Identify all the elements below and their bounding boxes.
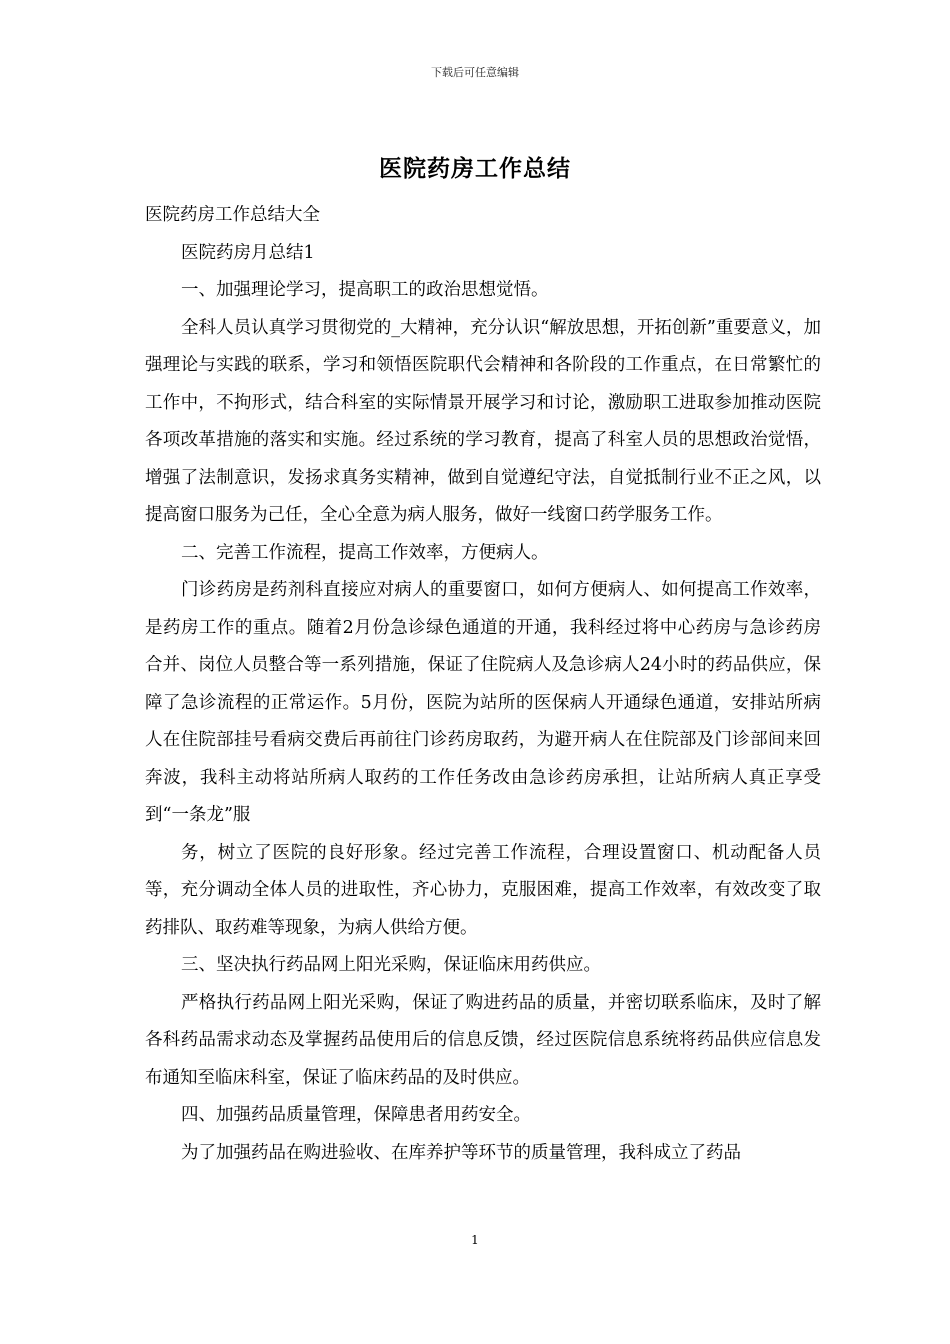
paragraph-body-4: 为了加强药品在购进验收、在库养护等环节的质量管理，我科成立了药品 — [181, 1142, 741, 1163]
document-title: 医院药房工作总结 — [379, 155, 571, 182]
paragraph-body-2-continued: 务，树立了医院的良好形象。经过完善工作流程，合理设置窗口、机动配备人员等，充分调动全体人员的进取性，齐心协力，克服困难，提高工作效率，有效改变了取药排队、取药难等现象，为病人供给方便。 — [145, 842, 821, 938]
paragraph-body-2: 门诊药房是药剂科直接应对病人的重要窗口，如何方便病人、如何提高工作效率，是药房工作的重点。随着2月份急诊绿色通道的开通，我科经过将中心药房与急诊药房合并、岗位人员整合等一系列措施，保证了住院病人及急诊病人24小时的药品供应，保障了急诊流程的正常运作。5月份，医院为站所的医保病人开通绿色通道，安排站所病人在住院部挂号看病交费后再前往门诊药房取药，为避开病人在住院部及门诊部间来回奔波，我科主动将站所病人取药的工作任务改由急诊药房承担，让站所病人真正享受到“一条龙”服 — [145, 580, 821, 825]
paragraph-body-3: 严格执行药品网上阳光采购，保证了购进药品的质量，并密切联系临床，及时了解各科药品需求动态及掌握药品使用后的信息反馈，经过医院信息系统将药品供应信息发布通知至临床科室，保证了临床药品的及时供应。 — [145, 992, 821, 1088]
paragraph-body-1: 全科人员认真学习贯彻党的_大精神，充分认识“解放思想，开拓创新”重要意义，加强理论与实践的联系，学习和领悟医院职代会精神和各阶段的工作重点，在日常繁忙的工作中，不拘形式，结合科室的实际情景开展学习和讨论，激励职工进取参加推动医院各项改革措施的落实和实施。经过系统的学习教育，提高了科室人员的思想政治觉悟，增强了法制意识，发扬求真务实精神，做到自觉遵纪守法，自觉抵制行业不正之风，以提高窗口服务为己任，全心全意为病人服务，做好一线窗口药学服务工作。 — [145, 317, 821, 525]
paragraph-subtitle: 医院药房工作总结大全 — [145, 205, 320, 225]
document-body — [145, 197, 821, 1172]
page-number: 1 — [471, 1233, 479, 1247]
paragraph-section-title: 医院药房月总结1 — [181, 242, 315, 263]
paragraph-heading-1: 一、加强理论学习，提高职工的政治思想觉悟。 — [181, 280, 549, 300]
paragraph-heading-2: 二、完善工作流程，提高工作效率，方便病人。 — [181, 542, 549, 563]
paragraph-heading-4: 四、加强药品质量管理，保障患者用药安全。 — [181, 1105, 531, 1125]
paragraph-heading-3: 三、坚决执行药品网上阳光采购，保证临床用药供应。 — [181, 955, 601, 975]
header-note: 下载后可任意编辑 — [431, 66, 519, 79]
